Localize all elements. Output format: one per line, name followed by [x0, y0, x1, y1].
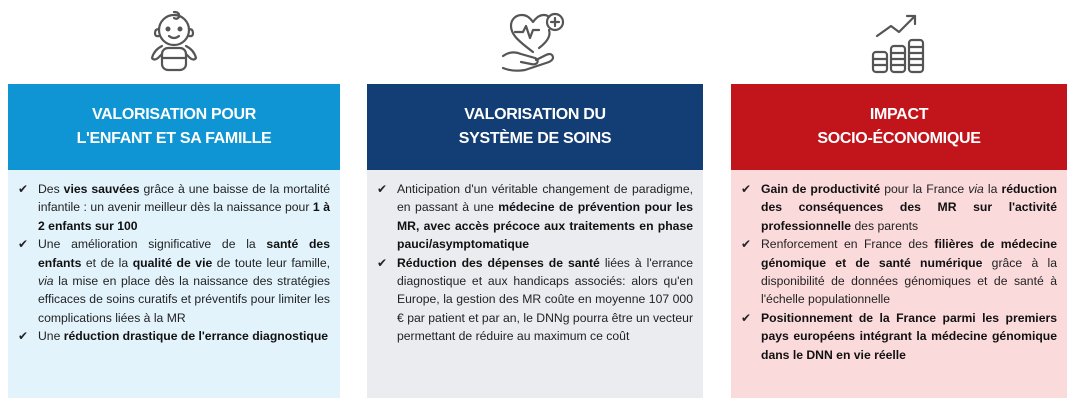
- item-text-segment: santé des enfants: [38, 237, 330, 270]
- check-icon: ✔: [377, 255, 388, 270]
- item-text-segment: des parents: [851, 218, 919, 233]
- icon-area: [367, 0, 703, 84]
- item-text-segment: Positionnement de la France parmi les premiers pays européens intégrant la médecine génomique dans le DNN en vie réelle: [761, 310, 1057, 362]
- item-text-segment: réduction des conséquences des MR sur l'activité professionnelle: [761, 182, 1057, 233]
- heart-hand-icon: [499, 8, 571, 74]
- list-item: [16, 180, 330, 235]
- item-text-segment: via: [38, 274, 54, 289]
- icon-area: [8, 0, 340, 84]
- content-child-family: [8, 170, 340, 398]
- header-line-1: VALORISATION POUR: [91, 106, 257, 123]
- header-line-2: SOCIO-ÉCONOMIQUE: [817, 130, 981, 147]
- content-health-system: [367, 170, 703, 398]
- list-item: [375, 254, 693, 346]
- baby-icon: [146, 8, 202, 74]
- list-item: [739, 309, 1057, 364]
- item-text-segment: la mise en place dès la naissance des stratégies efficaces de soins curatifs et préventifs pour limiter les complications liées à la MR: [38, 274, 330, 325]
- item-text-segment: Anticipation d'un véritable changement de paradigme, en passant à une: [397, 182, 693, 215]
- item-text-segment: pour la France: [880, 182, 969, 196]
- header-line-2: SYSTÈME DE SOINS: [458, 130, 612, 147]
- item-text-segment: liées à l'errance diagnostique et aux handicaps associés: alors qu'en Europe, la gestion des MR coûte en moyenne 107 000 € par patient et par an, le DNNg pourra être un vecteur permettant de réduire au maximum ce coût: [397, 255, 693, 344]
- item-text-segment: Réduction des dépenses de santé: [397, 255, 600, 270]
- item-text-segment: Une amélioration significative de la: [38, 237, 267, 252]
- bullet-list: [16, 180, 330, 346]
- item-text-segment: Renforcement en France des: [761, 237, 935, 252]
- check-icon: ✔: [18, 237, 29, 252]
- item-text-segment: Des: [38, 182, 64, 196]
- item-text-segment: qualité de vie: [132, 255, 213, 270]
- item-text-segment: filières de médecine génomique et de santé numérique: [761, 237, 1058, 270]
- header-line-1: IMPACT: [869, 106, 929, 123]
- header-line-1: VALORISATION DU: [464, 106, 606, 123]
- item-text-segment: grâce à une baisse de la mortalité infantile : un avenir meilleur dès la naissance pour: [38, 182, 330, 215]
- check-icon: ✔: [741, 182, 752, 196]
- coins-growth-icon: [869, 8, 929, 74]
- item-text-segment: la: [983, 182, 1002, 196]
- item-text-segment: vies sauvées: [63, 182, 140, 196]
- column-child-family: [8, 0, 340, 398]
- bullet-list: [739, 180, 1057, 364]
- header-socio-economic: [731, 84, 1067, 170]
- check-icon: ✔: [377, 182, 388, 196]
- list-item: [739, 235, 1057, 309]
- check-icon: ✔: [741, 237, 752, 252]
- check-icon: ✔: [741, 310, 752, 325]
- column-socio-economic: [731, 0, 1067, 398]
- column-health-system: [367, 0, 703, 398]
- check-icon: ✔: [18, 329, 29, 344]
- check-icon: ✔: [18, 182, 29, 196]
- icon-area: [731, 0, 1067, 84]
- item-text-segment: via: [968, 182, 984, 196]
- item-text-segment: grâce à la disponibilité de données génomiques et de santé à l'échelle populationnelle: [761, 255, 1057, 307]
- bullet-list: [375, 180, 693, 346]
- item-text-segment: médecine de prévention pour les MR, avec accès précoce aux traitements en phase pauci/asymptomatique: [397, 200, 693, 252]
- item-text-segment: 1 à 2 enfants sur 100: [38, 200, 330, 233]
- header-health-system: [367, 84, 703, 170]
- item-text-segment: et de la: [81, 255, 133, 270]
- content-socio-economic: [731, 170, 1067, 398]
- list-item: [375, 180, 693, 254]
- list-item: [16, 235, 330, 327]
- item-text-segment: Gain de productivité: [761, 182, 881, 196]
- header-child-family: [8, 84, 340, 170]
- item-text-segment: Une: [38, 329, 64, 344]
- header-line-2: L'ENFANT ET SA FAMILLE: [76, 130, 272, 147]
- item-text-segment: de toute leur famille,: [212, 255, 330, 270]
- list-item: [739, 180, 1057, 235]
- list-item: [16, 327, 330, 345]
- item-text-segment: réduction drastique de l'errance diagnostique: [63, 329, 329, 344]
